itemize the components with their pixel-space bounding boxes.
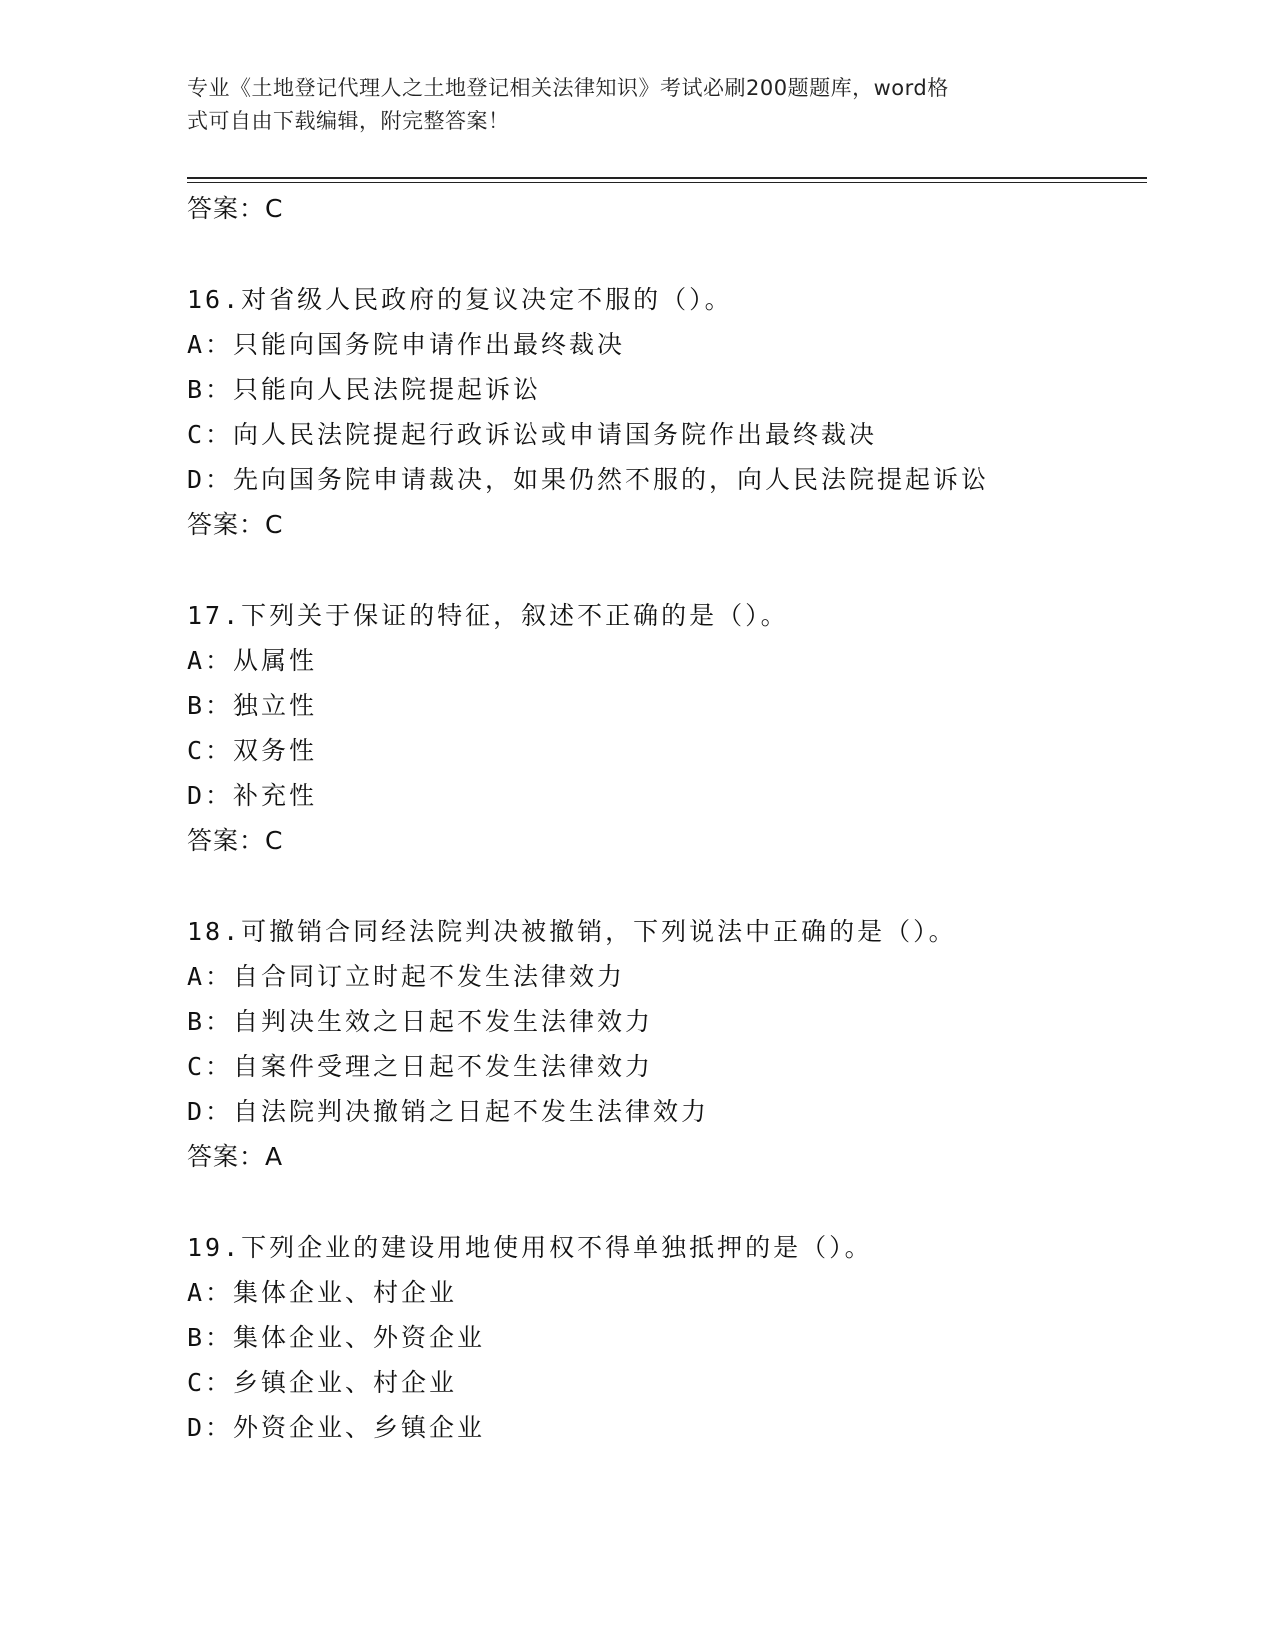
question-option: D：先向国务院申请裁决，如果仍然不服的，向人民法院提起诉讼 <box>187 465 990 494</box>
question-option: A：自合同订立时起不发生法律效力 <box>187 962 626 991</box>
question-option: A：从属性 <box>187 646 318 675</box>
question-option: B：只能向人民法院提起诉讼 <box>187 375 542 404</box>
question-list <box>187 186 1147 1450</box>
question-option: A：只能向国务院申请作出最终裁决 <box>187 330 626 359</box>
question-option: A：集体企业、村企业 <box>187 1278 458 1307</box>
header-line-2: 式可自由下载编辑，附完整答案！ <box>187 109 510 133</box>
question-option: D：补充性 <box>187 781 318 810</box>
question-block <box>187 277 1147 547</box>
question-stem: 16.对省级人民政府的复议决定不服的（）。 <box>187 285 733 314</box>
question-stem: 17.下列关于保证的特征，叙述不正确的是（）。 <box>187 601 789 630</box>
question-option: B：自判决生效之日起不发生法律效力 <box>187 1007 654 1036</box>
question-block <box>187 909 1147 1179</box>
question-option: D：自法院判决撤销之日起不发生法律效力 <box>187 1097 710 1126</box>
question-block <box>187 1225 1147 1450</box>
answer-label: 答案：C <box>187 826 284 855</box>
question-stem: 19.下列企业的建设用地使用权不得单独抵押的是（）。 <box>187 1233 873 1262</box>
question-block <box>187 593 1147 863</box>
header-divider-thick <box>187 177 1147 179</box>
question-option: D：外资企业、乡镇企业 <box>187 1413 486 1442</box>
answer-label: 答案：C <box>187 194 284 223</box>
question-stem: 18.可撤销合同经法院判决被撤销，下列说法中正确的是（）。 <box>187 917 957 946</box>
answer-label: 答案：C <box>187 510 284 539</box>
question-option: C：乡镇企业、村企业 <box>187 1368 458 1397</box>
question-option: C：双务性 <box>187 736 318 765</box>
question-option: C：向人民法院提起行政诉讼或申请国务院作出最终裁决 <box>187 420 878 449</box>
header-divider-thin <box>187 182 1147 183</box>
question-option: B：独立性 <box>187 691 318 720</box>
question-option: B：集体企业、外资企业 <box>187 1323 486 1352</box>
answer-label: 答案：A <box>187 1142 284 1171</box>
header-line-1: 专业《土地登记代理人之土地登记相关法律知识》考试必刷200题题库，word格 <box>187 76 949 100</box>
question-option: C：自案件受理之日起不发生法律效力 <box>187 1052 654 1081</box>
document-header <box>187 72 1067 138</box>
